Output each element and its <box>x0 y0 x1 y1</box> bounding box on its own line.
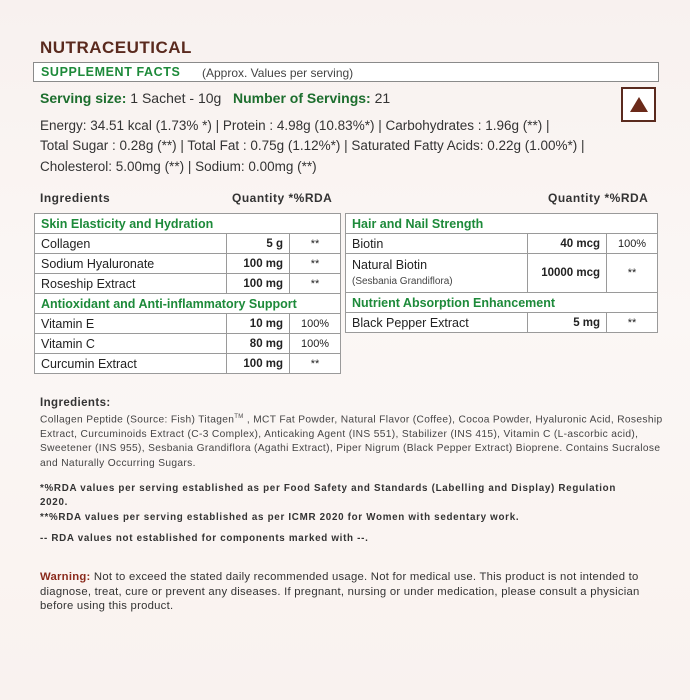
table-row <box>35 314 341 334</box>
ingredients-text-part: , MCT Fat Powder, Natural Flavor (Coffee), Cocoa Powder, Hyaluronic Acid, Roseship Extract, Curcuminoids Extract (C-3 Complex), Anticaking Agent (INS 551), Stabilizer (INS 415), Vitamin C (L-ascorbic acid), Sweetener (INS 955), Sesbania Grandiflora (Agathi Extract), Piper Nigrum (Black Pepper Extract) Bioprene. Contains Sucralose and Naturally Occurring Sugars. <box>40 414 663 469</box>
ingredient-name: Collagen <box>35 234 227 254</box>
ingredient-qty: 100 mg <box>227 354 290 374</box>
ingredient-name: Vitamin E <box>35 314 227 334</box>
ingredient-name: Natural Biotin <box>352 257 428 272</box>
rda-footnote: -- RDA values not established for components marked with --. <box>40 533 369 544</box>
table-row <box>35 294 341 314</box>
nutrition-line: Energy: 34.51 kcal (1.73% *) | Protein : 4.98g (10.83%*) | Carbohydrates : 1.96g (**) | <box>40 118 550 133</box>
ingredient-name: Roseship Extract <box>35 274 227 294</box>
table-row <box>35 214 341 234</box>
serving-size-label: Serving size: <box>40 90 127 106</box>
brand-title: NUTRACEUTICAL <box>40 38 192 57</box>
ingredient-name: Biotin <box>346 234 528 254</box>
section-header: Skin Elasticity and Hydration <box>35 214 341 234</box>
ingredient-rda: 100% <box>290 314 341 334</box>
serving-info <box>40 90 390 106</box>
ingredient-rda: 100% <box>607 234 658 254</box>
ingredient-name: Vitamin C <box>35 334 227 354</box>
table-row <box>346 214 658 234</box>
warning-block <box>40 570 670 614</box>
ingredient-rda: ** <box>607 313 658 333</box>
trademark-mark: TM <box>234 414 244 420</box>
ingredient-name: Sodium Hyaluronate <box>35 254 227 274</box>
ingredient-qty: 80 mg <box>227 334 290 354</box>
left-ingredients-table <box>34 213 341 374</box>
ingredient-qty: 40 mcg <box>528 234 607 254</box>
quantity-rda-header: Quantity *%RDA <box>232 191 333 205</box>
serving-size-value: 1 Sachet - 10g <box>130 90 222 106</box>
supplement-facts-note: (Approx. Values per serving) <box>202 66 354 80</box>
ingredient-qty: 10 mg <box>227 314 290 334</box>
ingredient-qty: 5 mg <box>528 313 607 333</box>
servings-count-value: 21 <box>374 90 391 106</box>
ingredient-rda: ** <box>290 234 341 254</box>
ingredient-rda: ** <box>290 254 341 274</box>
section-header: Antioxidant and Anti-inflammatory Support <box>35 294 341 314</box>
ingredient-name-cell <box>346 254 528 293</box>
ingredient-rda: ** <box>290 274 341 294</box>
ingredient-name: Curcumin Extract <box>35 354 227 374</box>
ingredient-rda: 100% <box>290 334 341 354</box>
ingredients-text-part: Collagen Peptide (Source: Fish) Titagen <box>40 414 235 426</box>
supplement-facts-title: SUPPLEMENT FACTS <box>41 65 181 79</box>
right-ingredients-table <box>345 213 658 333</box>
quantity-rda-header: Quantity *%RDA <box>548 191 649 205</box>
ingredient-qty: 100 mg <box>227 254 290 274</box>
ingredients-list-text <box>40 410 666 471</box>
section-header: Nutrient Absorption Enhancement <box>346 293 658 313</box>
ingredient-name: Black Pepper Extract <box>346 313 528 333</box>
table-row <box>346 234 658 254</box>
rda-footnote: **%RDA values per serving established as per ICMR 2020 for Women with sedentary work. <box>40 512 520 523</box>
warning-label: Warning: <box>40 571 91 583</box>
non-veg-mark-icon <box>621 87 656 122</box>
ingredient-qty: 5 g <box>227 234 290 254</box>
nutrition-line: Total Sugar : 0.28g (**) | Total Fat : 0.75g (1.12%*) | Saturated Fatty Acids: 0.22g (1.00%*) | <box>40 138 585 153</box>
table-row <box>35 334 341 354</box>
table-row <box>35 254 341 274</box>
table-row <box>35 354 341 374</box>
ingredient-rda: ** <box>607 254 658 293</box>
table-row <box>346 254 658 293</box>
warning-text: Not to exceed the stated daily recommended usage. Not for medical use. This product is not intended to diagnose, treat, cure or prevent any diseases. If pregnant, nursing or under medication, please consult a physician before using this product. <box>40 571 640 612</box>
ingredient-rda: ** <box>290 354 341 374</box>
table-row <box>346 293 658 313</box>
section-header: Hair and Nail Strength <box>346 214 658 234</box>
table-row <box>346 313 658 333</box>
servings-count-label: Number of Servings: <box>233 90 371 106</box>
rda-footnote: *%RDA values per serving established as per Food Safety and Standards (Labelling and Display) Regulation 2020. <box>40 483 617 508</box>
supplement-facts-banner <box>33 62 659 82</box>
ingredients-list-title: Ingredients: <box>40 397 111 409</box>
nutrition-line: Cholesterol: 5.00mg (**) | Sodium: 0.00mg (**) <box>40 159 317 174</box>
ingredient-qty: 100 mg <box>227 274 290 294</box>
ingredient-qty: 10000 mcg <box>528 254 607 293</box>
table-row <box>35 274 341 294</box>
table-row <box>35 234 341 254</box>
ingredient-source: (Sesbania Grandiflora) <box>352 275 453 287</box>
ingredients-header: Ingredients <box>40 191 111 205</box>
